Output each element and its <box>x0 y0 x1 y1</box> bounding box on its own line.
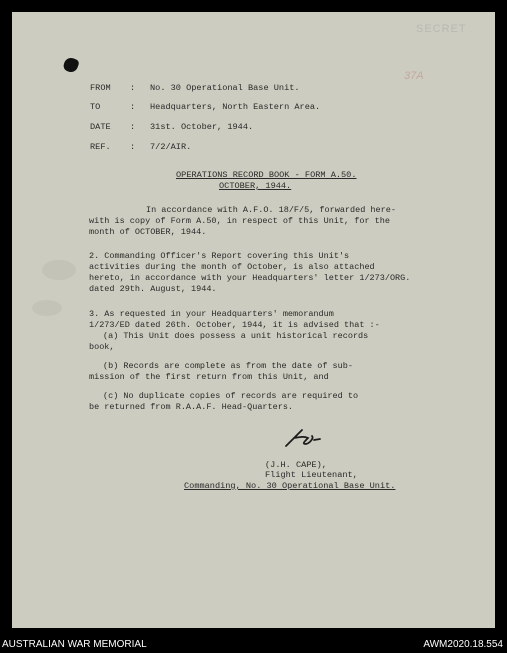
item-b-line-1: (b) Records are complete as from the date of sub- <box>103 361 353 371</box>
footer-accession-number: AWM2020.18.554 <box>423 639 503 650</box>
header-label: TO <box>90 102 101 112</box>
item-c-line-2: be returned from R.A.A.F. Head-Quarters. <box>89 402 294 412</box>
paragraph-2-line-4: dated 29th. August, 1944. <box>89 284 217 294</box>
item-a-line-2: book, <box>89 342 115 352</box>
signatory-role: Commanding, No. 30 Operational Base Unit. <box>184 481 396 491</box>
paragraph-1-line-2: with is copy of Form A.50, in respect of this Unit, for the <box>89 216 390 226</box>
item-a-line-1: (a) This Unit does possess a unit historical records <box>103 331 369 341</box>
pencil-folio-number: 37A <box>404 70 424 82</box>
header-to <box>90 102 320 112</box>
paper-smudge <box>32 300 62 316</box>
document-title: OPERATIONS RECORD BOOK - FORM A.50. <box>176 170 357 180</box>
paragraph-2-line-2: activities during the month of October, is also attached <box>89 262 375 272</box>
header-from <box>90 83 300 93</box>
signatory-name: (J.H. CAPE), <box>265 460 327 470</box>
header-colon: : <box>130 83 136 93</box>
header-value: 31st. October, 1944. <box>150 122 254 132</box>
paragraph-3-line-1: 3. As requested in your Headquarters' memorandum <box>89 309 334 319</box>
document-page <box>12 12 495 628</box>
header-value: Headquarters, North Eastern Area. <box>150 102 321 112</box>
header-colon: : <box>130 122 136 132</box>
footer-institution: AUSTRALIAN WAR MEMORIAL <box>2 639 147 650</box>
paper-smudge <box>42 260 76 280</box>
header-value: 7/2/AIR. <box>150 142 192 152</box>
header-label: FROM <box>90 83 111 93</box>
paragraph-1-line-3: month of OCTOBER, 1944. <box>89 227 207 237</box>
punch-hole <box>62 56 80 74</box>
handwritten-signature <box>284 426 328 450</box>
paragraph-2-line-1: 2. Commanding Officer's Report covering this Unit's <box>89 251 350 261</box>
secret-stamp: SECRET <box>416 23 467 35</box>
document-subtitle: OCTOBER, 1944. <box>219 181 292 191</box>
paragraph-3-line-2: 1/273/ED dated 26th. October, 1944, it is advised that :- <box>89 320 380 330</box>
header-colon: : <box>130 102 136 112</box>
header-label: DATE <box>90 122 111 132</box>
paragraph-2-line-3: hereto, in accordance with your Headquarters' letter 1/273/ORG. <box>89 273 411 283</box>
item-c-line-1: (c) No duplicate copies of records are required to <box>103 391 359 401</box>
signatory-rank: Flight Lieutenant, <box>265 470 358 480</box>
header-label: REF. <box>90 142 111 152</box>
item-b-line-2: mission of the first return from this Unit, and <box>89 372 329 382</box>
paragraph-1-line-1: In accordance with A.F.O. 18/F/5, forwarded here- <box>146 205 396 215</box>
header-date <box>90 122 253 132</box>
header-colon: : <box>130 142 136 152</box>
header-value: No. 30 Operational Base Unit. <box>150 83 300 93</box>
header-ref <box>90 142 191 152</box>
